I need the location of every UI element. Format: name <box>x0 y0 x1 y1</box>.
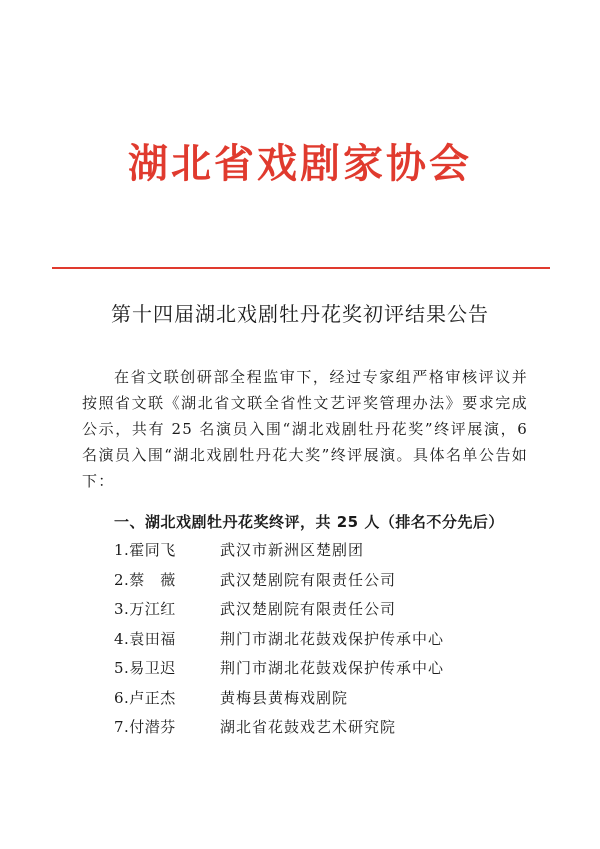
nominee-row <box>114 654 544 684</box>
organization-header: 湖北省戏剧家协会 <box>128 141 472 187</box>
nominee-name: 7.付潜芬 <box>114 718 176 736</box>
nominee-list <box>114 536 544 743</box>
nominee-row <box>114 595 544 625</box>
nominee-unit: 湖北省花鼓戏艺术研究院 <box>220 718 397 736</box>
nominee-name: 4.袁田福 <box>114 629 176 648</box>
nominee-unit: 武汉楚剧院有限责任公司 <box>220 570 397 589</box>
nominee-row <box>114 713 544 743</box>
nominee-row <box>114 536 544 566</box>
nominee-row <box>114 566 544 596</box>
intro-paragraph: 在省文联创研部全程监审下，经过专家组严格审核评议并按照省文联《湖北省文联全省性文艺评奖管理办法》要求完成公示，共有 25 名演员入围“湖北戏剧牡丹花奖”终评展演，6 名演员入围“湖北戏剧牡丹花大奖”终评展演。具体名单公告如下： <box>82 368 528 490</box>
section-heading: 一、湖北戏剧牡丹花奖终评，共 25 人（排名不分先后） <box>114 513 504 531</box>
nominee-unit: 武汉市新洲区楚剧团 <box>220 541 365 559</box>
nominee-unit: 荆门市湖北花鼓戏保护传承中心 <box>220 659 445 677</box>
nominee-unit: 武汉楚剧院有限责任公司 <box>220 600 397 618</box>
nominee-name: 1.霍同飞 <box>114 541 176 559</box>
nominee-row <box>114 684 544 714</box>
nominee-row <box>114 625 544 655</box>
nominee-name: 6.卢正杰 <box>114 688 176 707</box>
document-title: 第十四届湖北戏剧牡丹花奖初评结果公告 <box>111 302 489 326</box>
nominee-name: 5.易卫迟 <box>114 659 176 677</box>
header-divider <box>52 267 550 269</box>
nominee-name: 2.蔡 薇 <box>114 570 176 589</box>
nominee-unit: 黄梅县黄梅戏剧院 <box>220 688 349 707</box>
nominee-unit: 荆门市湖北花鼓戏保护传承中心 <box>220 629 445 648</box>
nominee-name: 3.万江红 <box>114 600 176 618</box>
